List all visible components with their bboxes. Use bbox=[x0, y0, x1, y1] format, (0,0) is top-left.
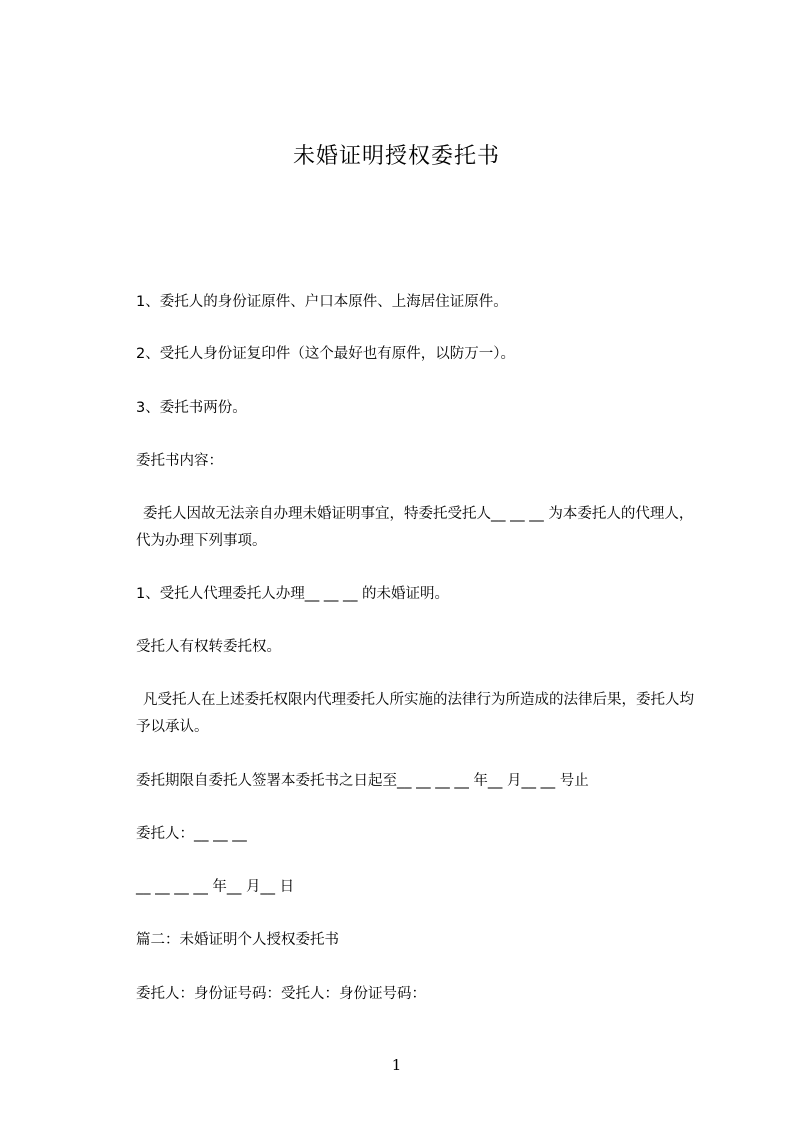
paragraph-parties: 委托人：身份证号码：受托人：身份证号码： bbox=[136, 986, 426, 1002]
paragraph-delegation: 委托人因故无法亲自办理未婚证明事宜，特委托受托人__ __ __ 为本委托人的代理人，代为办理下列事项。 bbox=[136, 506, 694, 549]
paragraph-legal-consequences: 凡受托人在上述委托权限内代理委托人所实施的法律行为所造成的法律后果，委托人均予以承认。 bbox=[136, 692, 694, 735]
page-number: 1 bbox=[391, 1056, 402, 1074]
paragraph-item-1: 1、委托人的身份证原件、户口本原件、上海居住证原件。 bbox=[136, 294, 508, 310]
paragraph-item-2: 2、受托人身份证复印件（这个最好也有原件，以防万一）。 bbox=[136, 346, 515, 362]
paragraph-matter-1: 1、受托人代理委托人办理__ __ __ 的未婚证明。 bbox=[136, 586, 450, 602]
paragraph-signatory: 委托人：__ __ __ bbox=[136, 826, 247, 842]
paragraph-sub-delegation: 受托人有权转委托权。 bbox=[136, 639, 281, 655]
paragraph-content-heading: 委托书内容： bbox=[136, 453, 223, 469]
paragraph-item-3: 3、委托书两份。 bbox=[136, 400, 247, 416]
paragraph-date: __ __ __ __ 年__ 月__ 日 bbox=[136, 879, 295, 895]
paragraph-section-two-title: 篇二：未婚证明个人授权委托书 bbox=[136, 932, 339, 948]
document-title: 未婚证明授权委托书 bbox=[292, 144, 500, 169]
paragraph-term: 委托期限自委托人签署本委托书之日起至__ __ __ __ 年__ 月__ __ 号止 bbox=[136, 773, 589, 789]
